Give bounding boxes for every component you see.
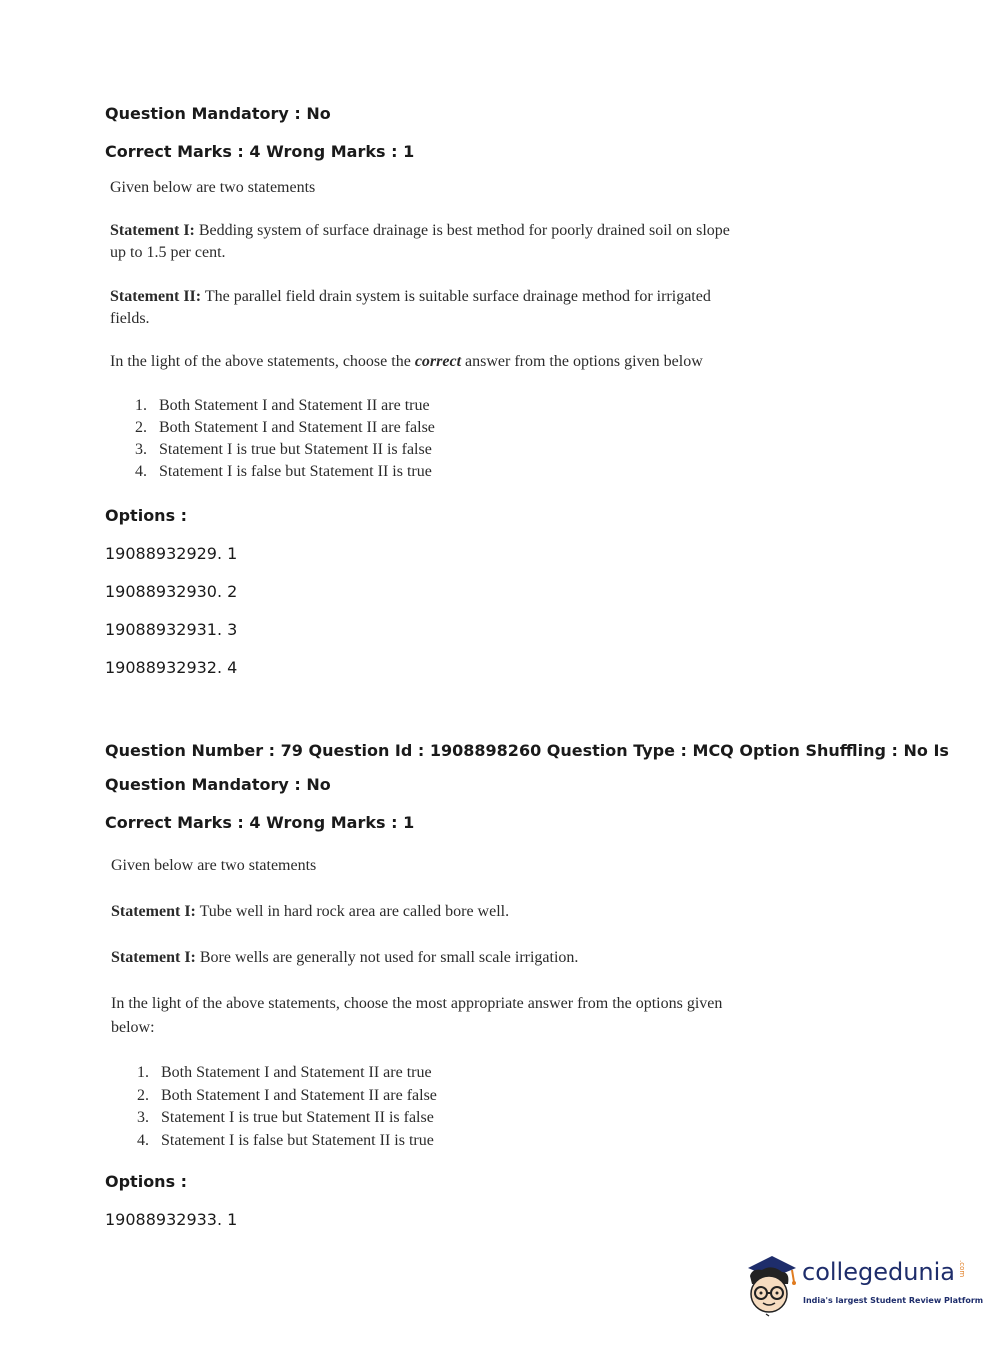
question-header: Question Number : 79 Question Id : 1908898260 Question Type : MCQ Option Shuffling : No Is xyxy=(105,741,949,760)
statement-1-label: Statement I: xyxy=(111,903,196,920)
collegedunia-logo xyxy=(742,1250,984,1320)
statement-2 xyxy=(110,286,750,330)
question-instruction xyxy=(110,351,810,373)
choice-text: Statement I is true but Statement II is false xyxy=(159,441,432,458)
question-intro: Given below are two statements xyxy=(110,179,316,196)
choice-item xyxy=(137,1107,437,1130)
choice-number: 3. xyxy=(135,441,147,458)
instruction-after: answer from the options given below xyxy=(465,353,703,370)
statement-2 xyxy=(111,947,751,969)
choice-item xyxy=(135,417,435,439)
option-item: 19088932933. 1 xyxy=(105,1210,238,1229)
choice-number: 2. xyxy=(135,419,147,436)
statement-2-label: Statement II: xyxy=(110,288,202,305)
question-mandatory: Question Mandatory : No xyxy=(105,104,331,123)
option-item: 19088932931. 3 xyxy=(105,620,238,639)
choice-item xyxy=(135,395,435,417)
choice-text: Statement I is true but Statement II is false xyxy=(161,1109,434,1127)
choice-item xyxy=(137,1085,437,1108)
choice-text: Statement I is false but Statement II is true xyxy=(159,463,432,480)
question-marks: Correct Marks : 4 Wrong Marks : 1 xyxy=(105,813,415,832)
logo-wordmark: collegedunia xyxy=(802,1258,956,1286)
choice-number: 3. xyxy=(137,1109,149,1127)
choice-text: Both Statement I and Statement II are true xyxy=(161,1064,432,1081)
statement-1-text: Tube well in hard rock area are called bore well. xyxy=(199,903,510,920)
question-intro: Given below are two statements xyxy=(111,857,317,874)
choice-text: Statement I is false but Statement II is true xyxy=(161,1132,434,1150)
statement-1 xyxy=(111,901,751,923)
statement-1-text: Bedding system of surface drainage is best method for poorly drained soil on slope up to 1.5 per cent. xyxy=(110,222,730,261)
instruction-emphasis: correct xyxy=(414,353,462,370)
choice-item xyxy=(137,1130,437,1153)
choice-number: 4. xyxy=(137,1132,149,1150)
choice-number: 1. xyxy=(135,397,147,414)
choice-list xyxy=(137,1062,437,1153)
statement-2-text: The parallel field drain system is suitable surface drainage method for irrigated fields. xyxy=(110,288,711,327)
statement-2-label: Statement I: xyxy=(111,949,196,966)
option-item: 19088932929. 1 xyxy=(105,544,238,563)
choice-number: 1. xyxy=(137,1064,149,1081)
statement-1-label: Statement I: xyxy=(110,222,195,239)
choice-item xyxy=(135,439,435,461)
choice-number: 2. xyxy=(137,1086,149,1104)
choice-text: Both Statement I and Statement II are true xyxy=(159,397,430,414)
choice-text: Both Statement I and Statement II are false xyxy=(161,1086,437,1104)
statement-1 xyxy=(110,220,730,264)
choice-item xyxy=(137,1062,437,1085)
question-marks: Correct Marks : 4 Wrong Marks : 1 xyxy=(105,142,415,161)
choice-text: Both Statement I and Statement II are false xyxy=(159,419,435,436)
options-label: Options : xyxy=(105,506,188,525)
statement-2-text: Bore wells are generally not used for small scale irrigation. xyxy=(199,949,579,966)
options-label: Options : xyxy=(105,1172,188,1191)
instruction-before: In the light of the above statements, choose the xyxy=(110,353,411,370)
choice-number: 4. xyxy=(135,463,147,480)
question-mandatory: Question Mandatory : No xyxy=(105,775,331,794)
option-item: 19088932932. 4 xyxy=(105,658,238,677)
student-mascot-icon xyxy=(742,1250,800,1320)
question-instruction: In the light of the above statements, choose the most appropriate answer from the options given below: xyxy=(111,995,723,1036)
choice-item xyxy=(135,461,435,483)
logo-suffix: .com xyxy=(958,1260,966,1278)
option-item: 19088932930. 2 xyxy=(105,582,238,601)
choice-list xyxy=(135,395,435,483)
logo-tagline: India's largest Student Review Platform xyxy=(803,1296,984,1305)
